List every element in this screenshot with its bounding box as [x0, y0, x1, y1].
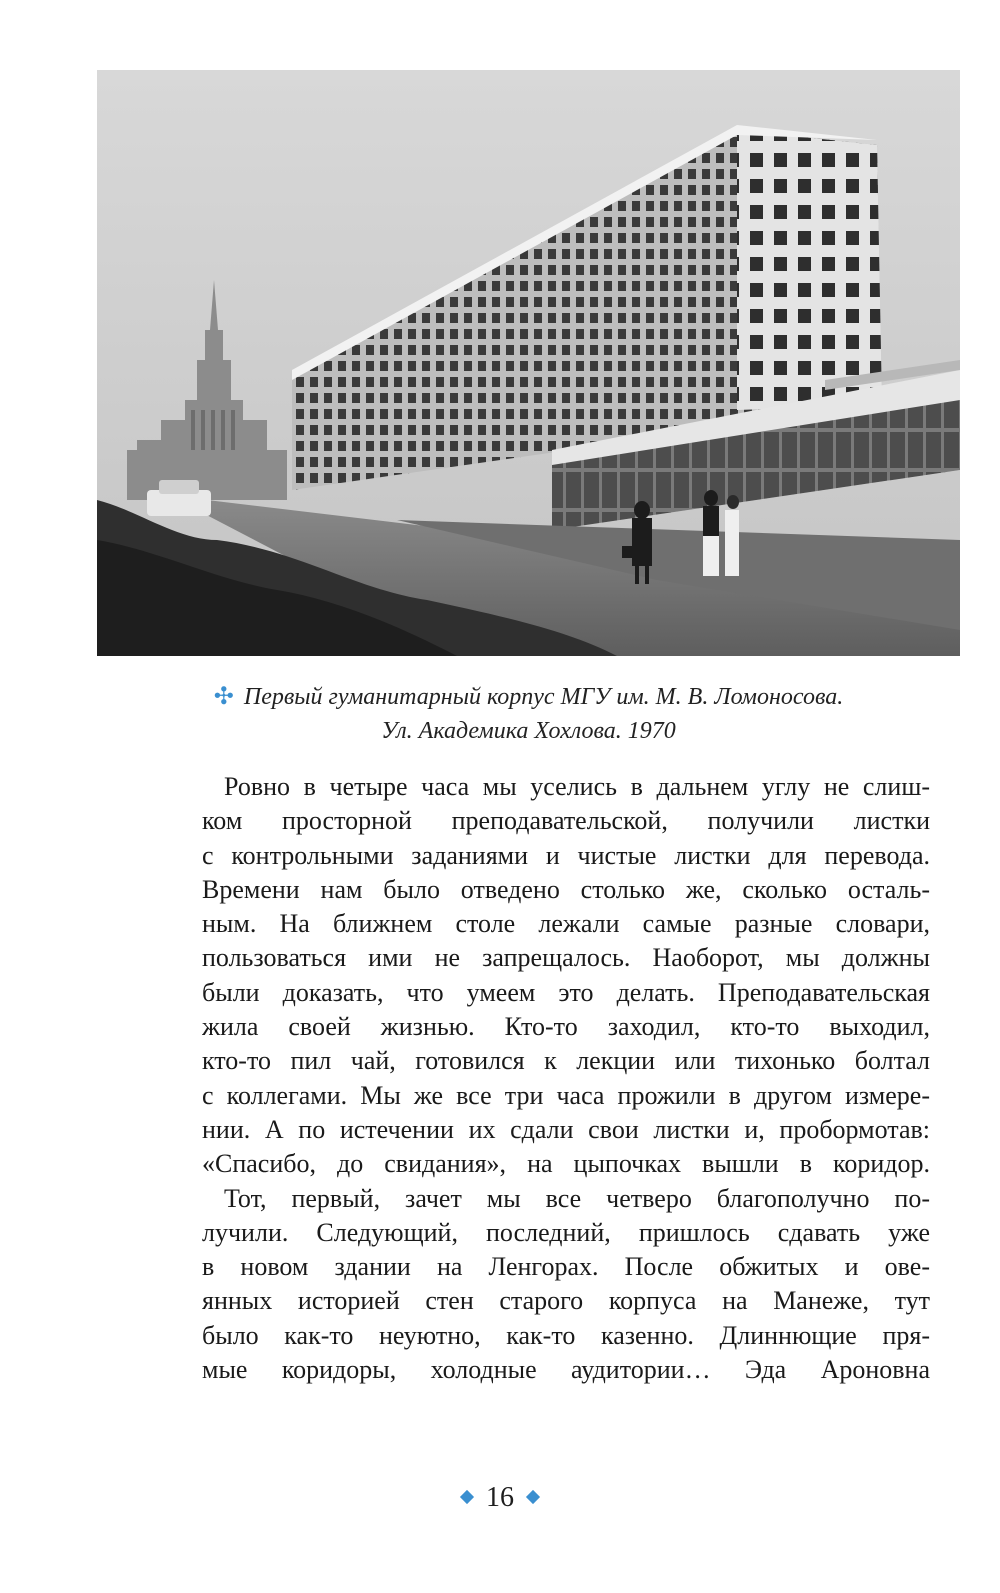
diamond-icon — [460, 1490, 474, 1504]
text-line: мые коридоры, холодные аудитории… Эда Ароновна — [202, 1355, 930, 1385]
photo-caption — [97, 680, 960, 748]
text-line: жила своей жизнью. Кто-то заходил, кто-то выходил, — [202, 1012, 930, 1042]
caption-line-1 — [97, 680, 960, 714]
text-line: Тот, первый, зачет мы все четверо благополучно по- — [224, 1183, 930, 1213]
text-line: было как-то неуютно, как-то казенно. Длиннющие пря- — [202, 1320, 930, 1350]
page-number: 16 — [486, 1482, 514, 1513]
page-footer — [0, 1478, 1000, 1518]
text-line: Времени нам было отведено столько же, сколько осталь- — [202, 874, 930, 904]
text-line: с коллегами. Мы же все три часа прожили в другом измере- — [202, 1080, 930, 1110]
text-line: Ровно в четыре часа мы уселись в дальнем углу не слиш- — [224, 772, 930, 801]
text-line: с контрольными заданиями и чистые листки для перевода. — [202, 840, 930, 870]
text-line: ным. На ближнем столе лежали самые разные словари, — [202, 909, 930, 939]
text-line: «Спасибо, до свидания», на цыпочках вышли в коридор. — [202, 1149, 930, 1179]
diamond-icon — [526, 1490, 540, 1504]
caption-text-1: Первый гуманитарный корпус МГУ им. М. В. Ломоносова. — [243, 684, 844, 710]
text-line: в новом здании на Ленгорах. После обжитых и ове- — [202, 1252, 930, 1282]
text-line: были доказать, что умеем это делать. Преподавательская — [202, 977, 930, 1007]
ornament-icon: ✣ — [213, 684, 234, 710]
text-line: пользоваться ими не запрещалось. Наоборот, мы должны — [202, 943, 930, 973]
text-line: ком просторной преподавательской, получили листки — [202, 806, 930, 836]
text-line: нии. А по истечении их сдали свои листки и, пробормотав: — [202, 1114, 930, 1144]
building-photo — [97, 70, 960, 656]
body-text — [202, 770, 930, 1387]
text-line: янных историей стен старого корпуса на Манеже, тут — [202, 1286, 930, 1316]
text-line: лучили. Следующий, последний, пришлось сдавать уже — [202, 1217, 930, 1247]
caption-line-2: Ул. Академика Хохлова. 1970 — [381, 718, 676, 744]
text-line: кто-то пил чай, готовился к лекции или тихонько болтал — [202, 1046, 930, 1076]
